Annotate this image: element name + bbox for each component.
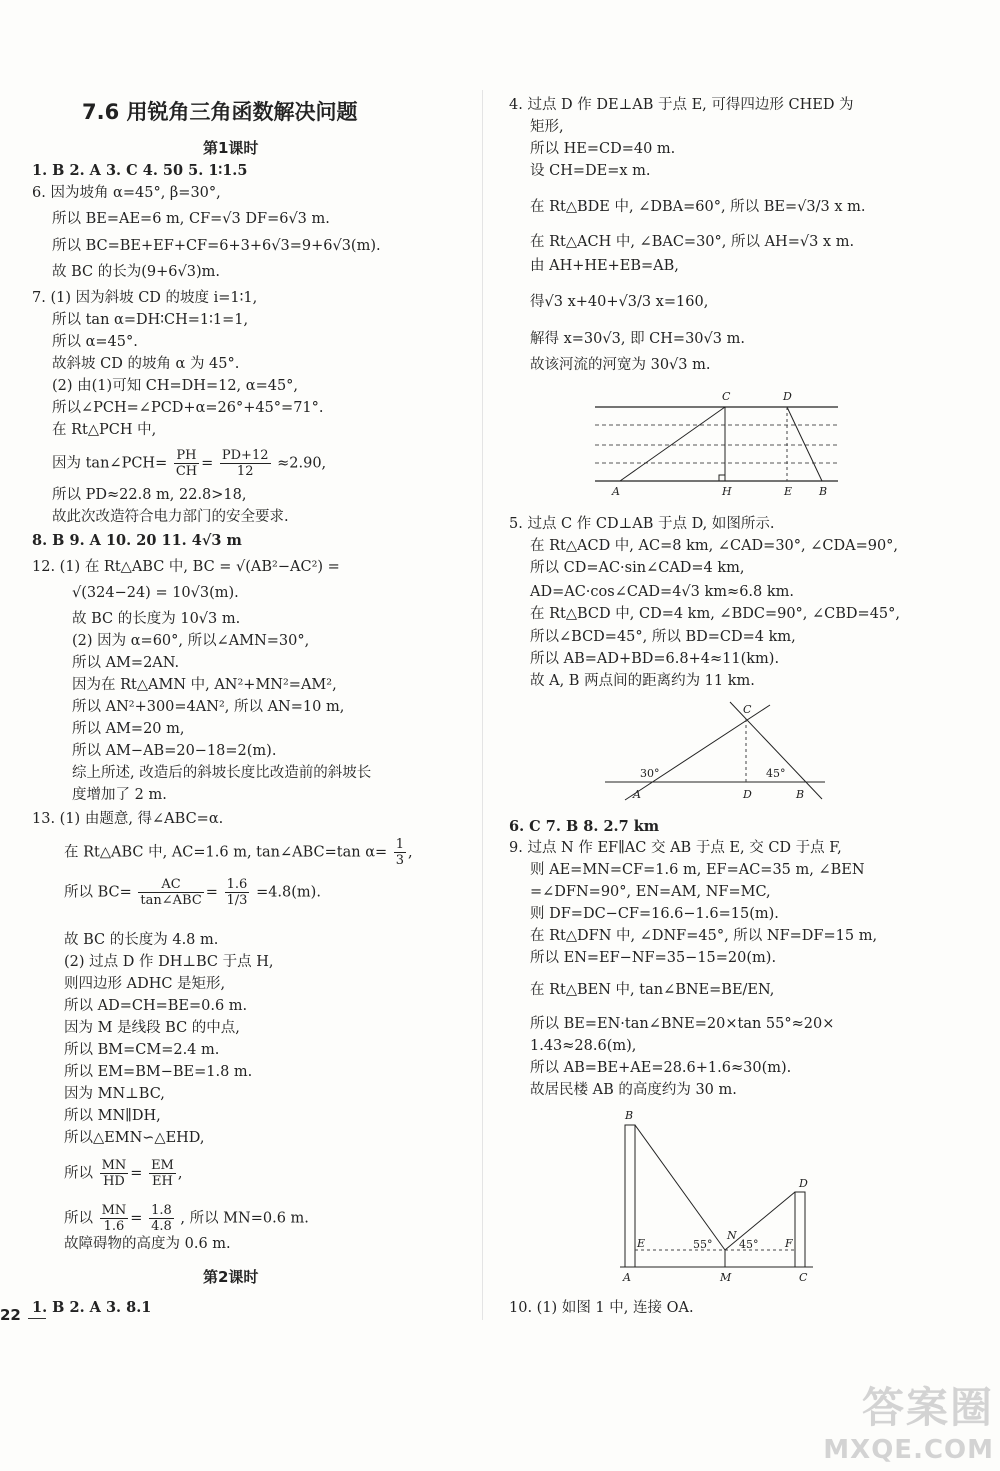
fig1-label: D (783, 390, 792, 403)
page-number-rule (28, 1318, 46, 1319)
fig1-label: A (612, 485, 620, 498)
fraction: $\frac{1.6}{1/3}$ (226, 877, 248, 908)
watermark-logo-text: 答案圈 (861, 1383, 994, 1432)
fig3-label: E (637, 1237, 646, 1250)
q6-line: 所以 BE=AE=6 m, CF=√3 DF=6√3 m. (52, 211, 330, 227)
q5-line: AD=AC·cos∠CAD=4√3 km≈6.8 km. (530, 584, 795, 600)
fig3-angle: 55° (693, 1238, 713, 1251)
answer-line-1-5: 1. B 2. A 3. C 4. 50 5. 1∶1.5 (32, 162, 248, 179)
q13-line: 所以 AD=CH=BE=0.6 m. (64, 998, 248, 1014)
q5-line: 所以 CD=AC·sin∠CAD=4 km, (530, 560, 745, 576)
fraction: $\frac{MN}{HD}$ (101, 1158, 127, 1189)
fraction: $\frac{1.8}{4.8}$ (151, 1203, 172, 1234)
q5-line: 在 Rt△ACD 中, AC=8 km, ∠CAD=30°, ∠CDA=90°, (530, 538, 899, 554)
q13-line: 因为 MN⊥BC, (64, 1086, 165, 1102)
page-number: 22 (0, 1306, 21, 1324)
q4-line: 故该河流的河宽为 30√3 m. (530, 357, 711, 373)
fig3-angle: 45° (739, 1238, 759, 1251)
q4-line: 解得 x=30√3, 即 CH=30√3 m. (530, 331, 745, 347)
q5-line: 所以∠BCD=45°, 所以 BD=CD=4 km, (530, 629, 796, 645)
q4-line: 4. 过点 D 作 DE⊥AB 于点 E, 可得四边形 CHED 为 (509, 97, 854, 113)
q4-line: 在 Rt△ACH 中, ∠BAC=30°, 所以 AH=√3 x m. (530, 234, 855, 250)
q9-line: =∠DFN=90°, EN=AM, NF=MC, (530, 884, 771, 900)
q6-line: 所以 BC=BE+EF+CF=6+3+6√3=9+6√3(m). (52, 238, 381, 254)
fig3-label: B (625, 1109, 634, 1122)
q13-line: 所以 MN∥DH, (64, 1108, 161, 1124)
q4-line: 所以 HE=CD=40 m. (530, 141, 676, 157)
q7-line: 故斜坡 CD 的坡角 α 为 45°. (52, 356, 240, 372)
q9-line: 则 DF=DC−CF=16.6−1.6=15(m). (530, 906, 779, 922)
q12-line: 所以 AM=2AN. (72, 655, 180, 671)
q13-line: 所以△EMN∽△EHD, (64, 1130, 205, 1146)
q7-line: 所以 tan α=DH∶CH=1∶1=1, (52, 312, 249, 328)
q9-line: 则 AE=MN=CF=1.6 m, EF=AC=35 m, ∠BEN (530, 862, 865, 878)
fraction: $\frac{MN}{1.6}$ (101, 1203, 127, 1234)
q6-line: 6. 因为坡角 α=45°, β=30°, (32, 185, 221, 201)
q9-line: 在 Rt△DFN 中, ∠DNF=45°, 所以 NF=DF=15 m, (530, 928, 878, 944)
buildings-figure (615, 1105, 820, 1285)
q9-line: 在 Rt△BEN 中, tan∠BNE=BE/EN, (530, 982, 775, 998)
q12-line: 综上所述, 改造后的斜坡长度比改造前的斜坡长 (72, 765, 372, 781)
fig2-angle: 45° (766, 767, 786, 780)
column-divider (482, 90, 483, 1320)
q4-line: 在 Rt△BDE 中, ∠DBA=60°, 所以 BE=√3/3 x m. (530, 199, 866, 215)
q9-line: 故居民楼 AB 的高度约为 30 m. (530, 1082, 737, 1098)
fig3-label: C (799, 1271, 808, 1284)
q5-line: 故 A, B 两点间的距离约为 11 km. (530, 673, 755, 689)
section-title: 7.6 用锐角三角函数解决问题 (82, 100, 358, 124)
q13-line: 故障碍物的高度为 0.6 m. (64, 1236, 231, 1252)
fig2-label: C (743, 703, 752, 716)
fig2-label: A (633, 788, 641, 801)
q4-line: 由 AH+HE+EB=AB, (530, 258, 679, 274)
q12-line: 12. (1) 在 Rt△ABC 中, BC = √(AB²−AC²) = (32, 559, 340, 575)
q13-line: 13. (1) 由题意, 得∠ABC=α. (32, 811, 224, 827)
q9-line: 1.43≈28.6(m), (530, 1038, 637, 1054)
answer-line-8-11: 8. B 9. A 10. 20 11. 4√3 m (32, 532, 242, 549)
q13-line: 故 BC 的长度为 4.8 m. (64, 932, 219, 948)
fig1-label: B (819, 485, 828, 498)
q4-line: 设 CH=DE=x m. (530, 163, 651, 179)
q7-fraction-line: 因为 tan∠PCH= $\frac{PH}{CH}$ = $\frac{PD+12}{12}$ ≈2.90, (52, 448, 327, 479)
q7-line: 在 Rt△PCH 中, (52, 422, 157, 438)
q12-line: (2) 因为 α=60°, 所以∠AMN=30°, (72, 633, 310, 649)
q12-line: √(324−24) = 10√3(m). (72, 585, 239, 601)
q7-line: 7. (1) 因为斜坡 CD 的坡度 i=1∶1, (32, 290, 258, 306)
q7-line: (2) 由(1)可知 CH=DH=12, α=45°, (52, 378, 299, 394)
watermark-url: MXQE.COM (823, 1435, 994, 1465)
q13-line: 则四边形 ADHC 是矩形, (64, 976, 226, 992)
watermark (823, 1375, 994, 1465)
fig3-label: A (623, 1271, 631, 1284)
q4-line: 矩形, (530, 119, 564, 135)
q10-line: 10. (1) 如图 1 中, 连接 OA. (509, 1300, 694, 1316)
q13-fraction-line: 所以 $\frac{MN}{HD}$ = $\frac{EM}{EH}$ , (64, 1158, 183, 1189)
q13-line: 因为 M 是线段 BC 的中点, (64, 1020, 240, 1036)
fig1-label: H (722, 485, 732, 498)
answer-line-lesson2: 1. B 2. A 3. 8.1 (32, 1299, 152, 1316)
q13-line: (2) 过点 D 作 DH⊥BC 于点 H, (64, 954, 274, 970)
q13-fraction-line: 所以 BC= $\frac{AC}{\text{tan∠ABC}}$ = $\frac{1.6}{1/3}$ =4.8(m). (64, 877, 321, 908)
q9-line: 9. 过点 N 作 EF∥AC 交 AB 于点 E, 交 CD 于点 F, (509, 840, 842, 856)
fraction: $\frac{1}{3}$ (395, 837, 405, 868)
fraction: $\frac{PD+12}{12}$ (221, 448, 269, 479)
q12-line: 故 BC 的长度为 10√3 m. (72, 611, 241, 627)
q13-line: 所以 EM=BM−BE=1.8 m. (64, 1064, 253, 1080)
fig3-label: N (727, 1229, 737, 1242)
fig2-angle: 30° (640, 767, 660, 780)
answer-line-6-8: 6. C 7. B 8. 2.7 km (509, 818, 660, 835)
q7-line: 所以∠PCH=∠PCD+α=26°+45°=71°. (52, 400, 324, 416)
fig3-label: D (799, 1177, 808, 1190)
lesson-2-heading: 第2课时 (203, 1268, 259, 1286)
fraction: $\frac{AC}{\text{tan∠ABC}}$ (140, 877, 202, 908)
q7-line: 所以 α=45°. (52, 334, 138, 350)
lesson-1-heading: 第1课时 (203, 139, 259, 157)
q6-line: 故 BC 的长为(9+6√3)m. (52, 264, 220, 280)
fig2-label: B (796, 788, 805, 801)
triangle-figure (600, 697, 830, 807)
q9-line: 所以 EN=EF−NF=35−15=20(m). (530, 950, 777, 966)
fraction: $\frac{PH}{CH}$ (175, 448, 198, 479)
q12-line: 所以 AM−AB=20−18=2(m). (72, 743, 277, 759)
fraction: $\frac{EM}{EH}$ (151, 1158, 174, 1189)
q13-fraction-line: 所以 $\frac{MN}{1.6}$ = $\frac{1.8}{4.8}$ , 所以 MN=0.6 m. (64, 1203, 309, 1234)
q4-line: 得√3 x+40+√3/3 x=160, (530, 294, 709, 310)
q12-line: 度增加了 2 m. (72, 787, 167, 803)
q12-line: 所以 AM=20 m, (72, 721, 185, 737)
fig3-label: M (720, 1271, 732, 1284)
river-figure (590, 385, 840, 500)
q13-fraction-line: 在 Rt△ABC 中, AC=1.6 m, tan∠ABC=tan α= $\frac{1}{3}$ , (64, 837, 413, 868)
q7-line: 所以 PD≈22.8 m, 22.8>18, (52, 487, 247, 503)
q7-line: 故此次改造符合电力部门的安全要求. (52, 509, 289, 525)
fig2-label: D (743, 788, 752, 801)
q12-line: 因为在 Rt△AMN 中, AN²+MN²=AM², (72, 677, 337, 693)
fig3-label: F (785, 1237, 793, 1250)
fig1-label: E (784, 485, 793, 498)
q13-line: 所以 BM=CM=2.4 m. (64, 1042, 220, 1058)
fig1-label: C (722, 390, 731, 403)
q12-line: 所以 AN²+300=4AN², 所以 AN=10 m, (72, 699, 345, 715)
q5-line: 5. 过点 C 作 CD⊥AB 于点 D, 如图所示. (509, 516, 775, 532)
q9-line: 所以 BE=EN·tan∠BNE=20×tan 55°≈20× (530, 1016, 835, 1032)
q5-line: 所以 AB=AD+BD=6.8+4≈11(km). (530, 651, 780, 667)
q9-line: 所以 AB=BE+AE=28.6+1.6≈30(m). (530, 1060, 792, 1076)
q5-line: 在 Rt△BCD 中, CD=4 km, ∠BDC=90°, ∠CBD=45°, (530, 606, 901, 622)
